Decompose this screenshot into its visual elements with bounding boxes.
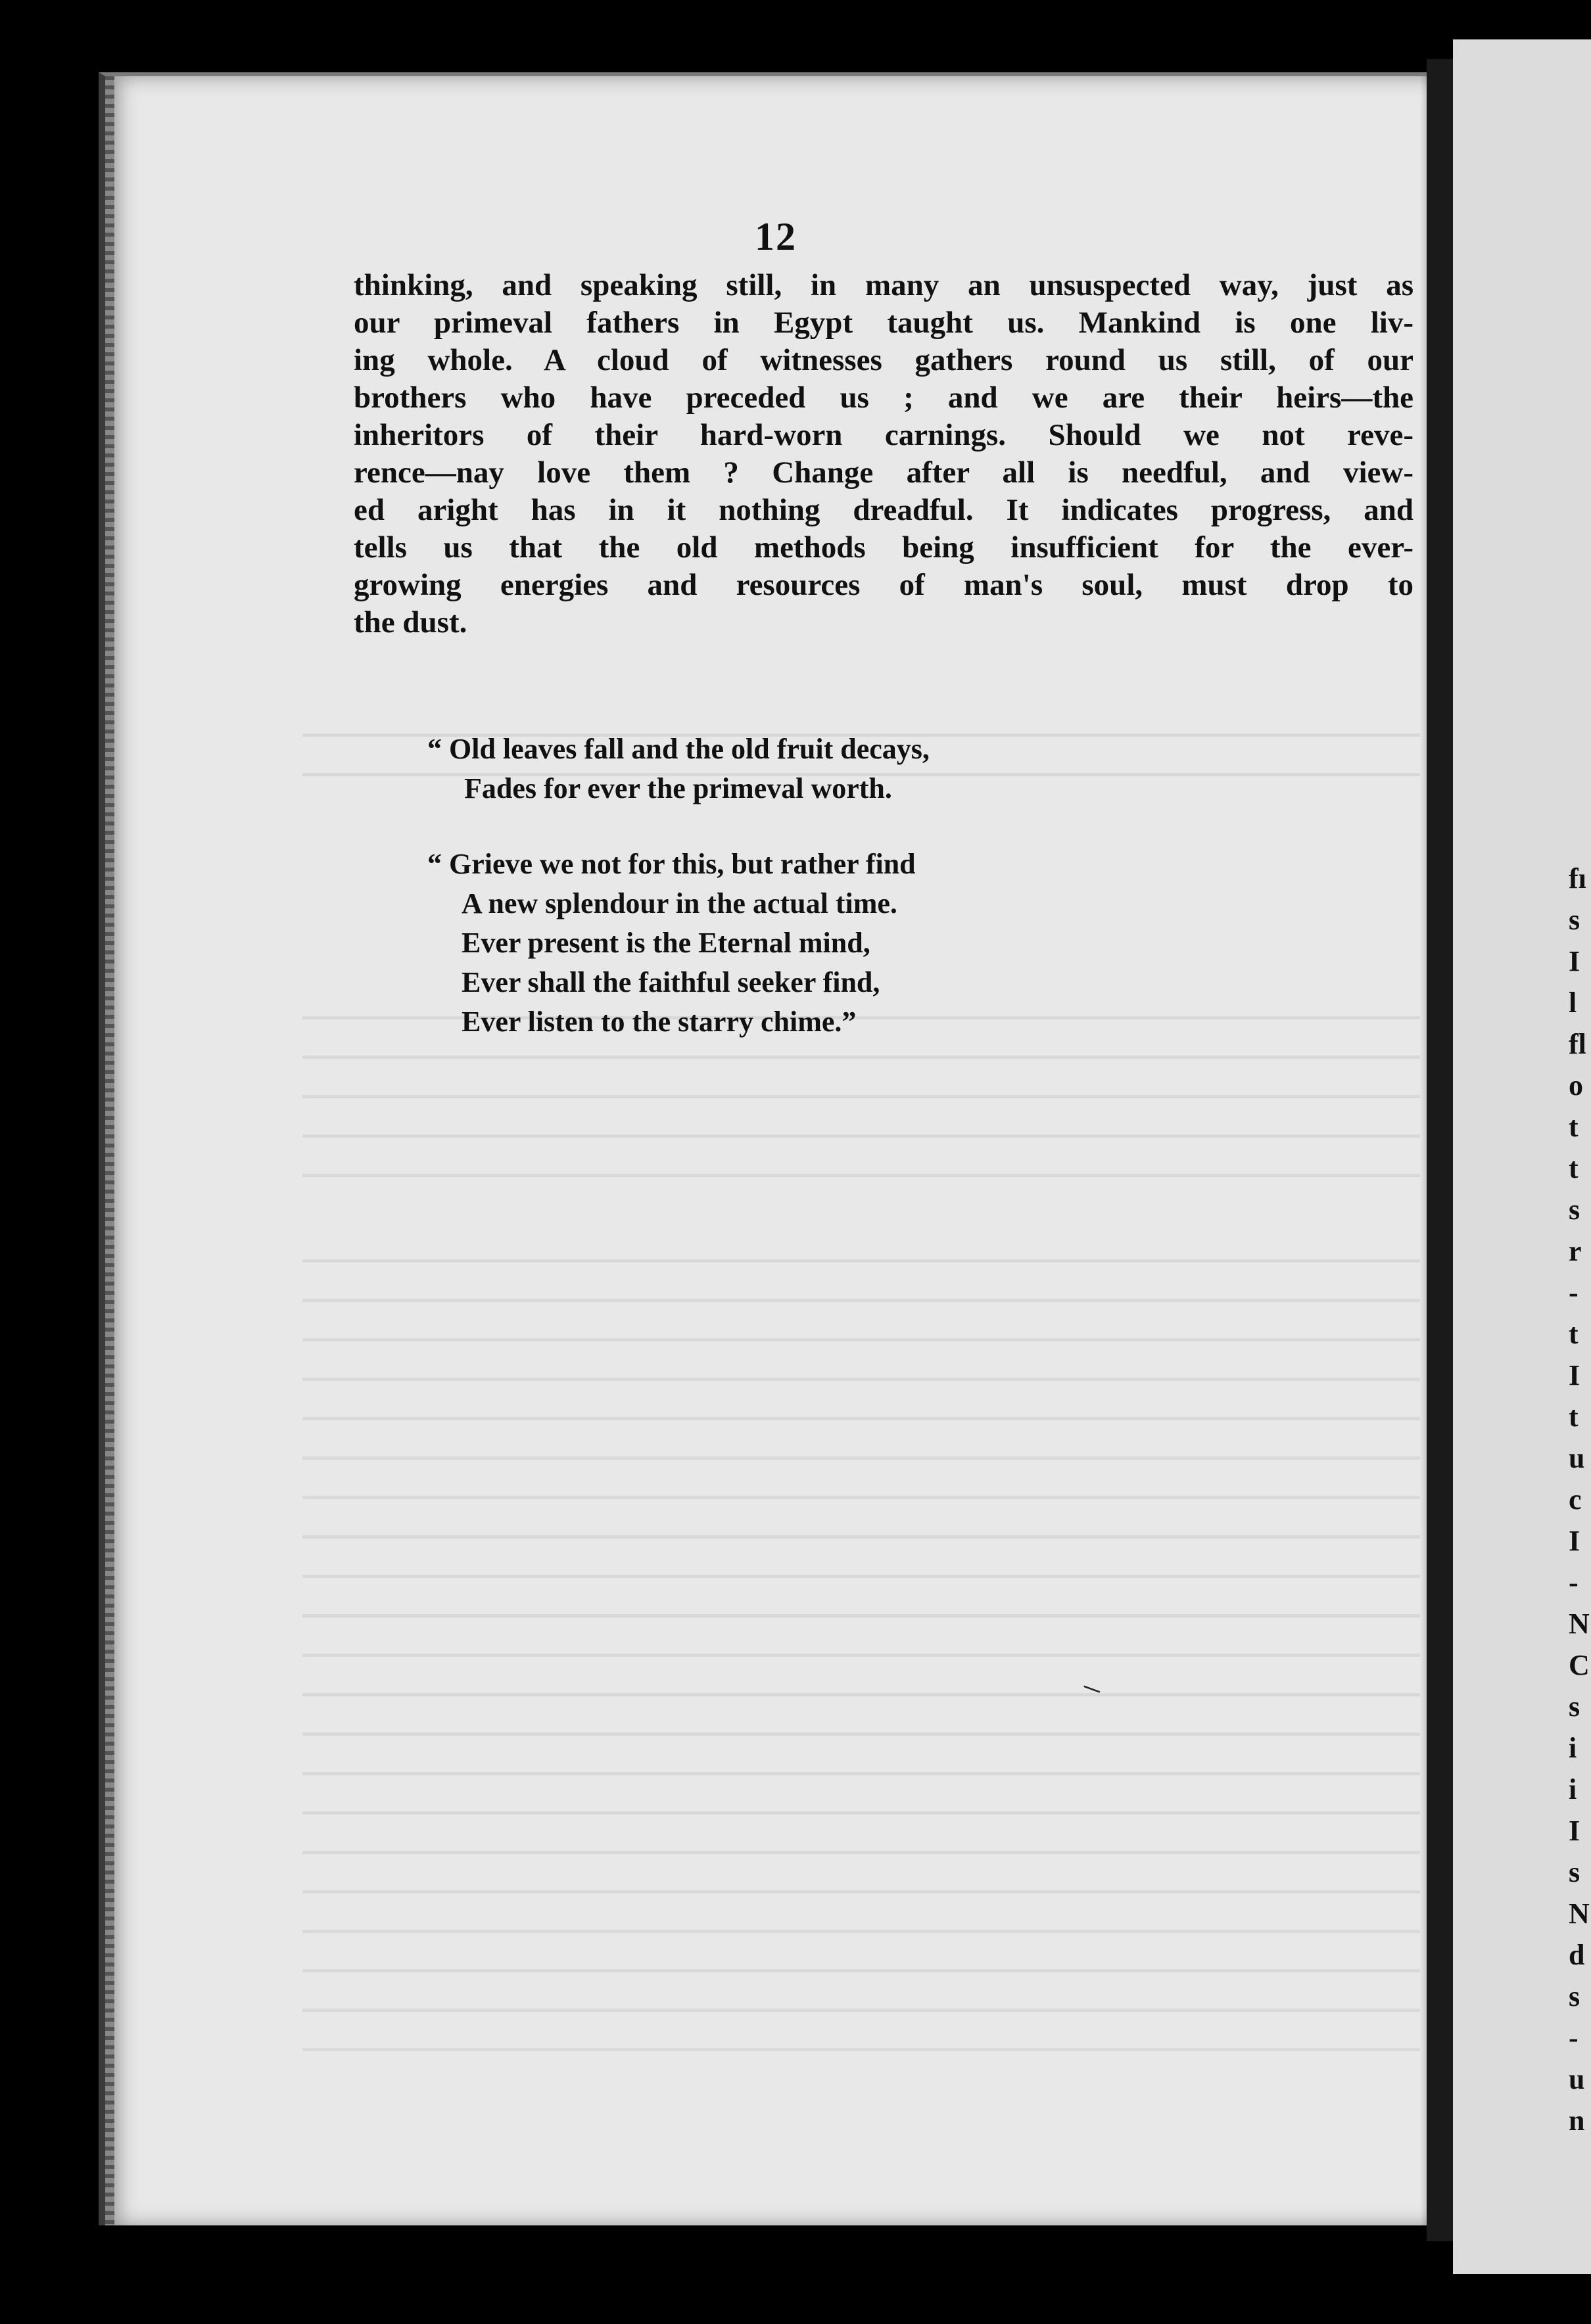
bleed-through-line xyxy=(302,1299,1420,1302)
page-edge xyxy=(105,76,114,2225)
bleed-through-line xyxy=(302,1654,1420,1657)
facing-page-letter: i xyxy=(1569,1732,1577,1764)
bleed-through-line xyxy=(302,1693,1420,1696)
bleed-through-line xyxy=(302,1378,1420,1381)
paragraph-line: thinking, and speaking still, in many an unsuspected way, just as xyxy=(354,268,1413,302)
bleed-through-line xyxy=(302,1890,1420,1894)
bleed-through-line xyxy=(302,2048,1420,2051)
poem-line: “ Old leaves fall and the old fruit decays, xyxy=(427,733,930,765)
scanned-page xyxy=(99,72,1446,2225)
facing-page-letter: s xyxy=(1569,904,1580,936)
bleed-through-line xyxy=(302,1811,1420,1815)
bleed-through-line xyxy=(302,1930,1420,1933)
facing-page-letter: o xyxy=(1569,1069,1583,1102)
poem-line: Ever shall the faithful seeker find, xyxy=(462,966,880,998)
facing-page-letter: s xyxy=(1569,1980,1580,2012)
ink-mark: ‒ xyxy=(1079,1665,1107,1706)
paragraph-line: brothers who have preceded us ; and we are their heirs—the xyxy=(354,381,1413,415)
facing-page-letter: s xyxy=(1569,1690,1580,1723)
paragraph-line: tells us that the old methods being insufficient for the ever- xyxy=(354,530,1413,565)
bleed-through-line xyxy=(302,1056,1420,1059)
paragraph-line: our primeval fathers in Egypt taught us. Mankind is one liv- xyxy=(354,306,1413,340)
bleed-through-line xyxy=(302,1772,1420,1775)
facing-page-letter: l xyxy=(1569,987,1577,1019)
paragraph-line: inheritors of their hard-worn carnings. Should we not reve- xyxy=(354,418,1413,452)
paragraph-line: rence—nay love them ? Change after all is needful, and view- xyxy=(354,455,1413,490)
paragraph-line: growing energies and resources of man's soul, must drop to xyxy=(354,568,1413,602)
facing-page-letter: fl xyxy=(1569,1028,1586,1060)
bleed-through-line xyxy=(302,1496,1420,1499)
facing-page-letter: t xyxy=(1569,1111,1579,1143)
poem-line: Fades for ever the primeval worth. xyxy=(464,772,892,804)
bleed-through-line xyxy=(302,1614,1420,1617)
facing-page-letter: r xyxy=(1569,1235,1582,1267)
facing-page-letter: t xyxy=(1569,1152,1579,1184)
facing-page-letter: C xyxy=(1569,1649,1590,1681)
bleed-through-line xyxy=(302,1456,1420,1460)
bleed-through-line xyxy=(302,1174,1420,1177)
bleed-through-line xyxy=(302,1259,1420,1263)
poem-line: Ever listen to the starry chime.” xyxy=(462,1006,857,1038)
facing-page-letter: I xyxy=(1569,945,1580,977)
bleed-through-line xyxy=(302,1732,1420,1736)
bleed-through-line xyxy=(302,1338,1420,1341)
bleed-through-line xyxy=(302,1851,1420,1854)
bleed-through-line xyxy=(302,1969,1420,1972)
facing-page-letter: u xyxy=(1569,2063,1585,2095)
poem-line: “ Grieve we not for this, but rather find xyxy=(427,848,916,880)
body-paragraph xyxy=(354,267,1413,641)
facing-page-letter: fı xyxy=(1569,862,1586,895)
bleed-through-line xyxy=(302,2009,1420,2012)
facing-page-letter: d xyxy=(1569,1939,1585,1971)
facing-page-letter: - xyxy=(1569,1276,1579,1309)
facing-page-letter: c xyxy=(1569,1483,1582,1516)
facing-page-letter: I xyxy=(1569,1359,1580,1391)
facing-page-letter: I xyxy=(1569,1525,1580,1557)
facing-page-letter: n xyxy=(1569,2104,1585,2137)
facing-page-edge xyxy=(1453,39,1591,2274)
facing-page-letter: t xyxy=(1569,1318,1579,1350)
bleed-through-line xyxy=(302,1134,1420,1138)
bleed-through-line xyxy=(302,1575,1420,1578)
paragraph-line: ed aright has in it nothing dreadful. It indicates progress, and xyxy=(354,493,1413,527)
paragraph-line: ing whole. A cloud of witnesses gathers round us still, of our xyxy=(354,343,1413,377)
bleed-through-line xyxy=(302,1095,1420,1098)
book-gutter xyxy=(1427,59,1453,2241)
facing-page-letter: t xyxy=(1569,1401,1579,1433)
facing-page-letter: - xyxy=(1569,1566,1579,1598)
facing-page-letter: u xyxy=(1569,1442,1585,1474)
facing-page-letter: i xyxy=(1569,1773,1577,1805)
facing-page-letter: - xyxy=(1569,2022,1579,2054)
facing-page-letter: N xyxy=(1569,1608,1590,1640)
bleed-through-line xyxy=(302,1535,1420,1539)
paragraph-line: the dust. xyxy=(354,605,467,639)
bleed-through-line xyxy=(302,1417,1420,1420)
poem-line: Ever present is the Eternal mind, xyxy=(462,927,870,959)
facing-page-letter: I xyxy=(1569,1815,1580,1847)
facing-page-letter: s xyxy=(1569,1856,1580,1888)
facing-page-letter: s xyxy=(1569,1194,1580,1226)
poem-line: A new splendour in the actual time. xyxy=(462,887,897,919)
page-number: 12 xyxy=(755,215,797,258)
facing-page-letter: N xyxy=(1569,1897,1590,1930)
